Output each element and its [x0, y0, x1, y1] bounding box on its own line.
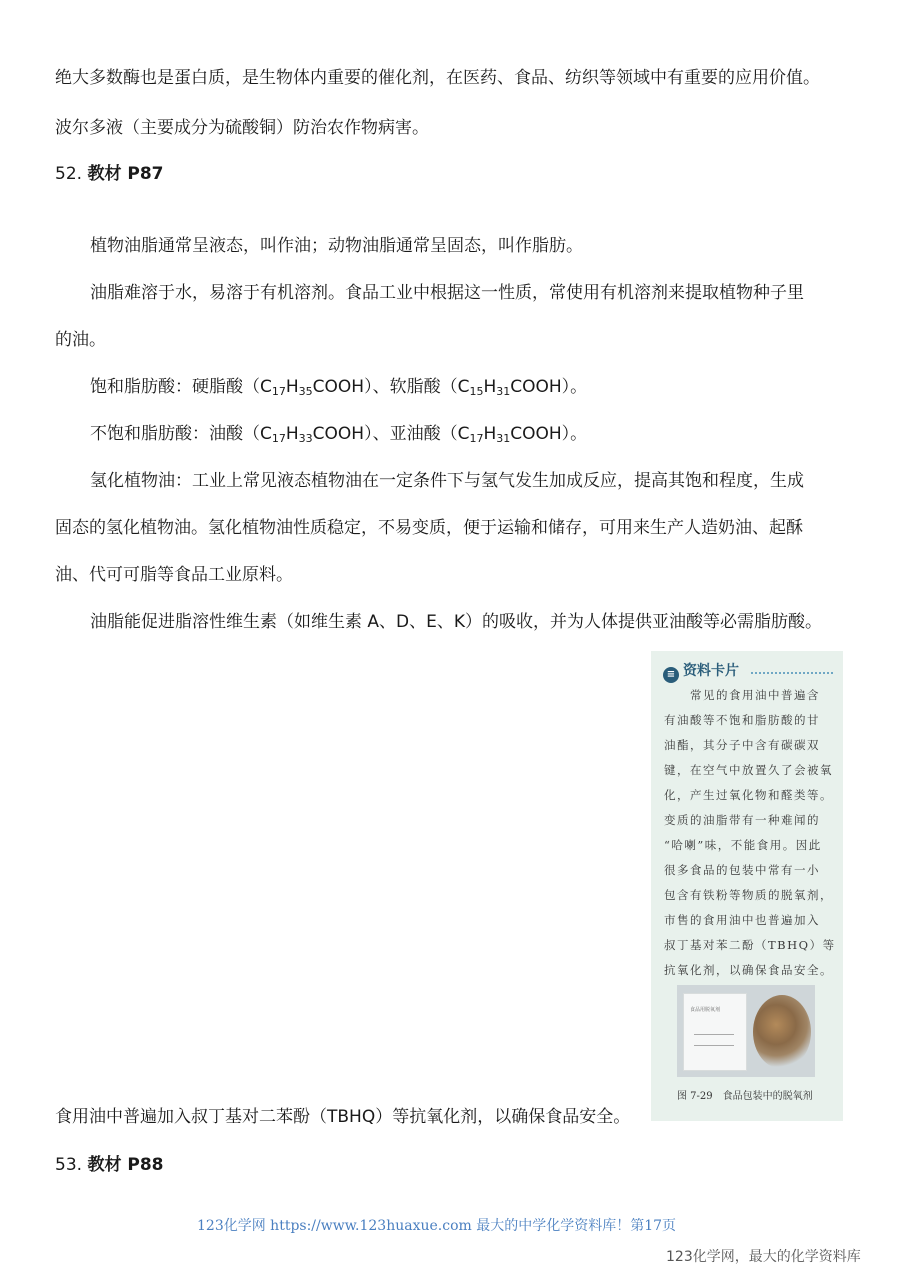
paragraph-oil-fat: 植物油脂通常呈液态，叫作油；动物油脂通常呈固态，叫作脂肪。	[90, 236, 583, 256]
paragraph-bordeaux: 波尔多液（主要成分为硫酸铜）防治农作物病害。	[55, 118, 429, 138]
info-card-line: 变质的油脂带有一种难闻的	[664, 813, 820, 827]
paragraph-saturated-acids	[90, 376, 587, 398]
formula-text: C	[260, 377, 272, 397]
info-card-title-text: 资料卡片	[683, 663, 739, 679]
subscript: 17	[271, 385, 286, 398]
paragraph-solubility-1: 油脂难溶于水，易溶于有机溶剂。食品工业中根据这一性质，常使用有机溶剂来提取植物种子里	[90, 283, 804, 303]
paragraph-enzymes: 绝大多数酶也是蛋白质，是生物体内重要的催化剂，在医药、食品、纺织等领域中有重要的应用价值。	[55, 68, 820, 88]
book-icon: ≡	[663, 667, 679, 683]
info-card-line: 叔丁基对苯二酚（TBHQ）等	[664, 938, 836, 952]
paragraph-unsaturated-acids	[90, 423, 587, 445]
packet-label: 食品用脱氧剂	[690, 1007, 721, 1013]
info-card-line: 抗氧化剂，以确保食品安全。	[664, 963, 833, 977]
subscript: 17	[469, 432, 484, 445]
deoxidizer-photo	[677, 985, 815, 1077]
paragraph-hydrogenated-2: 固态的氢化植物油。氢化植物油性质稳定，不易变质，便于运输和储存，可用来生产人造奶油、起酥	[55, 518, 803, 538]
page-footer: 123化学网 https://www.123huaxue.com 最大的中学化学资料库！第17页	[197, 1218, 677, 1234]
formula-text: H	[483, 424, 497, 444]
label-text: 不饱和脂肪酸：油酸（	[90, 424, 260, 444]
formula-text: H	[285, 424, 299, 444]
watermark-text: 123化学网，最大的化学资料库	[666, 1249, 861, 1265]
formula-text: COOH）。	[510, 424, 588, 444]
subscript: 31	[496, 432, 511, 445]
label-text: 饱和脂肪酸：硬脂酸（	[90, 377, 260, 397]
figure-caption: 图 7-29 食品包装中的脱氧剂	[677, 1091, 813, 1102]
deoxidizer-packet	[683, 993, 747, 1071]
wave-decoration	[751, 666, 833, 674]
info-card-title	[663, 660, 739, 683]
formula-text: COOH）、软脂酸（	[312, 377, 458, 397]
info-card-line: 有油酸等不饱和脂肪酸的甘	[664, 713, 820, 727]
info-card	[651, 651, 843, 1121]
formula-text: C	[260, 424, 272, 444]
formula-text: H	[483, 377, 497, 397]
paragraph-hydrogenated-3: 油、代可可脂等食品工业原料。	[55, 565, 293, 585]
paragraph-vitamins: 油脂能促进脂溶性维生素（如维生素 A、D、E、K）的吸收，并为人体提供亚油酸等必需脂肪酸。	[90, 612, 823, 632]
info-card-line: 很多食品的包装中常有一小	[664, 863, 820, 877]
formula-text: C	[457, 424, 470, 444]
formula-text: COOH）。	[510, 377, 588, 397]
section-title: 教材 P88	[87, 1155, 164, 1175]
subscript: 31	[496, 385, 511, 398]
formula-text: C	[457, 377, 470, 397]
section-title: 教材 P87	[87, 164, 164, 184]
info-card-line: “哈喇”味，不能食用。因此	[664, 838, 822, 852]
iron-powder	[753, 995, 811, 1069]
section-heading-53	[55, 1154, 164, 1176]
formula-text: H	[285, 377, 299, 397]
info-card-line: 化，产生过氧化物和醛类等。	[664, 788, 833, 802]
info-card-line: 市售的食用油中也普遍加入	[664, 913, 820, 927]
section-number: 53.	[55, 1155, 83, 1175]
info-card-line: 键，在空气中放置久了会被氧	[664, 763, 833, 777]
subscript: 33	[298, 432, 313, 445]
paragraph-tbhq: 食用油中普遍加入叔丁基对二苯酚（TBHQ）等抗氧化剂，以确保食品安全。	[55, 1107, 631, 1127]
info-card-line: 常见的食用油中普遍含	[664, 688, 820, 702]
subscript: 35	[298, 385, 313, 398]
info-card-line: 包含有铁粉等物质的脱氧剂，	[664, 888, 833, 902]
section-number: 52.	[55, 164, 83, 184]
formula-text: COOH）、亚油酸（	[312, 424, 458, 444]
subscript: 17	[271, 432, 286, 445]
paragraph-solubility-2: 的油。	[55, 330, 106, 350]
subscript: 15	[469, 385, 484, 398]
packet-lines	[694, 1034, 734, 1046]
info-card-line: 油酯，其分子中含有碳碳双	[664, 738, 820, 752]
paragraph-hydrogenated-1: 氢化植物油：工业上常见液态植物油在一定条件下与氢气发生加成反应，提高其饱和程度，生成	[90, 471, 804, 491]
section-heading-52	[55, 163, 164, 185]
